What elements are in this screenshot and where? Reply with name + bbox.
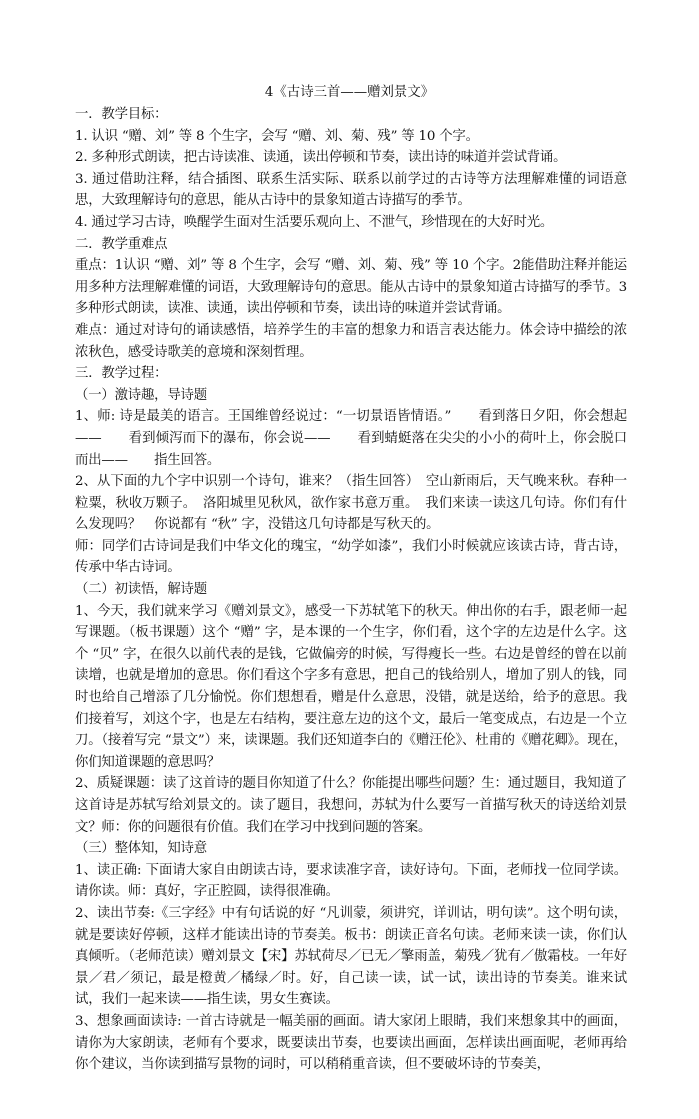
section-heading: 三．教学过程： (75, 366, 168, 382)
subsection-heading: （三）整体知，知诗意 (75, 841, 207, 857)
body-paragraph: 2、质疑课题：读了这首诗的题目你知道了什么？你能提出哪些问题？生：通过题目，我知道了这首诗是苏轼写给刘景文的。读了题目，我想问，苏轼为什么要写一首描写秋天的诗送给刘景文？师：你的问题很有价值。我们在学习中找到问题的答案。 (75, 776, 627, 835)
key-points-paragraph: 重点：1认识 “赠、刘” 等 8 个生字，会写 “赠、刘、菊、残” 等 10 个字。2能借助注释并能运用多种方法理解难懂的词语，大致理解诗句的意思。能从古诗中的景象知道古诗描写的季节。3多种形式朗读，读准、读通，读出停顿和节奏，读出诗的味道并尝试背诵。 (75, 258, 627, 317)
body-paragraph: 1、师: 诗是最美的语言。王国维曾经说过：“一切景语皆情语。” 看到落日夕阳，你会想起—— 看到倾泻而下的瀑布，你会说—— 看到蜻蜓落在尖尖的小小的荷叶上，你会脱口而出—— 指生回答。 (75, 409, 627, 468)
subsection-heading: （二）初读悟，解诗题 (75, 582, 207, 598)
body-paragraph: 3、想象画面读诗: 一首古诗就是一幅美丽的画面。请大家闭上眼睛，我们来想象其中的画面，请你为大家朗读，老师有个要求，既要读出节奏，也要读出画面，怎样读出画面呢，老师再给你个建议，当你读到描写景物的词时，可以稍稍重音读，但不要破坏诗的节奏美， (75, 1013, 627, 1073)
objective-item: 2. 多种形式朗读，把古诗读准、读通，读出停顿和节奏，读出诗的味道并尝试背诵。 (75, 150, 567, 166)
objective-item: 3. 通过借助注释，结合插图、联系生活实际、联系以前学过的古诗等方法理解难懂的词语意思，大致理解诗句的意思，能从古诗中的景象知道古诗描写的季节。 (75, 171, 627, 209)
body-paragraph: 1、读正确: 下面请大家自由朗读古诗，要求读准字音，读好诗句。下面，老师找一位同学读。请你读。师：真好，字正腔圆，读得很准确。 (75, 862, 627, 900)
objective-item: 4. 通过学习古诗，唤醒学生面对生活要乐观向上、不泄气，珍惜现在的大好时光。 (75, 214, 554, 230)
body-paragraph: 1、今天，我们就来学习《赠刘景文》，感受一下苏轼笔下的秋天。伸出你的右手，跟老师一起写课题。（板书课题）这个 “赠” 字，是本课的一个生字，你们看，这个字的左边是什么字。这个 “贝” 字，在很久以前代表的是钱，它做偏旁的时候，写得瘦长一些。右边是曾经的曾在以前读增，也就是增加的意思。你们看这个字多有意思，把自己的钱给别人，增加了别人的钱，同时也给自己增添了几分愉悦。你们想想看，赠是什么意思，没错，就是送给，给予的意思。我们接着写，刘这个字，也是左右结构，要注意左边的这个文，最后一笔变成点，右边是一个立刀。（接着写完 “景文”）来，读课题。我们还知道李白的《赠汪伦》、杜甫的《赠花卿》。现在，你们知道课题的意思吗？ (75, 603, 627, 770)
subsection-heading: （一）激诗趣，导诗题 (75, 387, 207, 403)
body-paragraph: 2、读出节奏:《三字经》中有句话说的好 “凡训蒙，须讲究，详训诂，明句读”。这个明句读，就是要读好停顿，这样才能读出诗的节奏美。板书：朗读正音名句读。老师来读一读，你们认真倾听。（老师范读）赠刘景文【宋】苏轼荷尽／已无／擎雨盖，菊残／犹有／傲霜枝。一年好景／君／须记，最是橙黄／橘绿／时。好，自己读一读，试一试，读出诗的节奏美。谁来试试，我们一起来读——指生读，男女生赛读。 (75, 905, 627, 1008)
objective-item: 1. 认识 “赠、刘” 等 8 个生字，会写 “赠、刘、菊、残” 等 10 个字。 (75, 128, 479, 144)
section-heading: 一．教学目标： (75, 107, 168, 122)
body-paragraph: 师：同学们古诗词是我们中华文化的瑰宝，“幼学如漆”，我们小时候就应该读古诗，背古诗，传承中华古诗词。 (75, 538, 627, 576)
body-paragraph: 2、从下面的九个字中识别一个诗句，谁来？（指生回答） 空山新雨后，天气晚来秋。春种一粒粟，秋收万颗子。 洛阳城里见秋风，欲作家书意万重。 我们来读一读这几句诗。你们有什么发现吗？ 你说都有 “秋” 字，没错这几句诗都是写秋天的。 (75, 474, 627, 533)
document-title: 4《古诗三首——赠刘景文》 (264, 85, 435, 100)
document-body (75, 104, 627, 1076)
section-heading: 二．教学重难点 (75, 236, 168, 252)
difficulties-paragraph: 难点：通过对诗句的诵读感悟，培养学生的丰富的想象力和语言表达能力。体会诗中描绘的浓浓秋色，感受诗歌美的意境和深刻哲理。 (75, 322, 627, 360)
